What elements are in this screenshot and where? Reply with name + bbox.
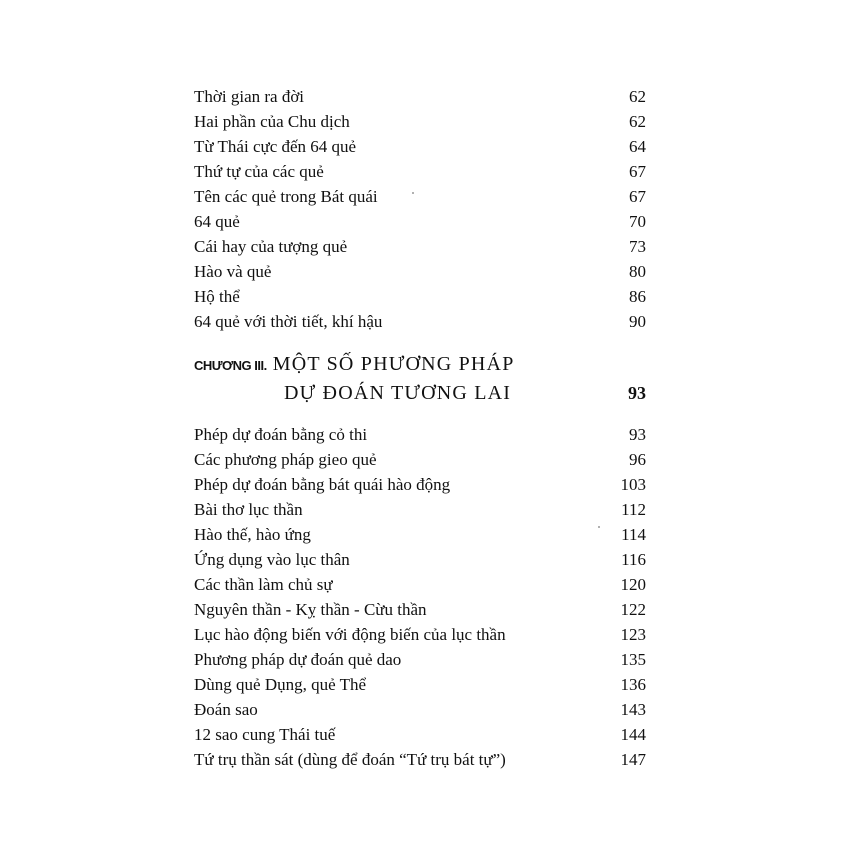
toc-entry-title: Phép dự đoán bằng bát quái hào động xyxy=(194,475,451,494)
toc-entry xyxy=(194,209,646,234)
chapter-label: CHƯƠNG III. xyxy=(194,358,267,373)
toc-entry-title: 64 quẻ với thời tiết, khí hậu xyxy=(194,312,383,331)
toc-entry xyxy=(194,597,646,622)
toc-entry xyxy=(194,522,646,547)
toc-entry xyxy=(194,134,646,159)
toc-entry xyxy=(194,159,646,184)
toc-entry-title: Các phương pháp gieo quẻ xyxy=(194,450,377,469)
toc-entry-title: Thời gian ra đời xyxy=(194,87,305,106)
toc-entry xyxy=(194,497,646,522)
toc-entry-page: 123 xyxy=(620,625,646,644)
toc-section-after xyxy=(194,422,646,772)
toc-entry xyxy=(194,284,646,309)
toc-entry-page: 64 xyxy=(629,137,646,156)
toc-entry-page: 120 xyxy=(620,575,646,594)
toc-entry-title: Cái hay của tượng quẻ xyxy=(194,237,348,256)
toc-entry xyxy=(194,747,646,772)
toc-entry xyxy=(194,422,646,447)
toc-entry-title: Hào và quẻ xyxy=(194,262,272,281)
toc-entry-title: Ứng dụng vào lục thân xyxy=(194,550,350,569)
toc-entry-title: Tên các quẻ trong Bát quái xyxy=(194,187,378,206)
toc-entry xyxy=(194,672,646,697)
toc-entry-title: Nguyên thần - Kỵ thần - Cừu thần xyxy=(194,600,427,619)
toc-entry-page: 62 xyxy=(629,87,646,106)
toc-entry-title: Từ Thái cực đến 64 quẻ xyxy=(194,137,357,156)
toc-entry xyxy=(194,259,646,284)
toc-entry-page: 96 xyxy=(629,450,646,469)
toc-entry-title: Hộ thể xyxy=(194,287,240,306)
toc-entry-title: Phép dự đoán bằng cỏ thi xyxy=(194,425,368,444)
toc-section-before xyxy=(194,84,646,334)
toc-entry-page: 80 xyxy=(629,262,646,281)
toc-entry xyxy=(194,84,646,109)
chapter-title-line2: DỰ ĐOÁN TƯƠNG LAI xyxy=(284,382,512,404)
toc-entry-title: Tứ trụ thần sát (dùng để đoán “Tứ trụ bát tự”) xyxy=(194,750,506,769)
toc-entry-page: 67 xyxy=(629,162,646,181)
toc-entry xyxy=(194,547,646,572)
print-speck xyxy=(598,526,600,528)
toc-entry-page: 86 xyxy=(629,287,646,306)
toc-entry xyxy=(194,572,646,597)
toc-entry-title: Bài thơ lục thần xyxy=(194,500,303,519)
toc-entry xyxy=(194,697,646,722)
toc-entry-page: 93 xyxy=(629,425,646,444)
toc-entry xyxy=(194,309,646,334)
toc-entry-page: 67 xyxy=(629,187,646,206)
toc-entry-title: 12 sao cung Thái tuế xyxy=(194,725,336,744)
toc-entry-title: Hào thế, hào ứng xyxy=(194,525,311,544)
toc-entry-page: 62 xyxy=(629,112,646,131)
toc-entry-title: Dùng quẻ Dụng, quẻ Thể xyxy=(194,675,367,694)
toc-entry-title: Lục hào động biến với động biến của lục thần xyxy=(194,625,506,644)
toc-entry-title: Thứ tự của các quẻ xyxy=(194,162,324,181)
toc-entry-page: 136 xyxy=(620,675,646,694)
toc-entry-page: 122 xyxy=(620,600,646,619)
toc-entry-page: 114 xyxy=(621,525,646,544)
toc-entry xyxy=(194,447,646,472)
toc-entry xyxy=(194,184,646,209)
toc-entry-page: 103 xyxy=(620,475,646,494)
toc-entry-page: 144 xyxy=(620,725,646,744)
toc-entry-page: 135 xyxy=(620,650,646,669)
toc-entry-page: 90 xyxy=(629,312,646,331)
toc-entry xyxy=(194,647,646,672)
toc-entry-title: Phương pháp dự đoán quẻ dao xyxy=(194,650,402,669)
toc-entry xyxy=(194,722,646,747)
table-of-contents xyxy=(194,84,646,772)
chapter-heading xyxy=(194,350,646,408)
toc-entry xyxy=(194,622,646,647)
toc-entry-page: 73 xyxy=(629,237,646,256)
chapter-heading-line1 xyxy=(194,350,515,379)
toc-entry xyxy=(194,472,646,497)
toc-entry-page: 143 xyxy=(620,700,646,719)
chapter-page: 93 xyxy=(628,383,646,403)
toc-entry-page: 147 xyxy=(620,750,646,769)
chapter-title-line1: MỘT SỐ PHƯƠNG PHÁP xyxy=(272,353,515,375)
toc-entry-title: 64 quẻ xyxy=(194,212,240,231)
toc-entry-page: 112 xyxy=(621,500,646,519)
toc-entry-page: 70 xyxy=(629,212,646,231)
toc-entry-title: Hai phần của Chu dịch xyxy=(194,112,350,131)
toc-entry xyxy=(194,234,646,259)
toc-entry-title: Đoán sao xyxy=(194,700,258,719)
toc-entry-page: 116 xyxy=(621,550,646,569)
toc-entry-title: Các thần làm chủ sự xyxy=(194,575,333,594)
toc-entry xyxy=(194,109,646,134)
print-speck xyxy=(412,192,414,194)
